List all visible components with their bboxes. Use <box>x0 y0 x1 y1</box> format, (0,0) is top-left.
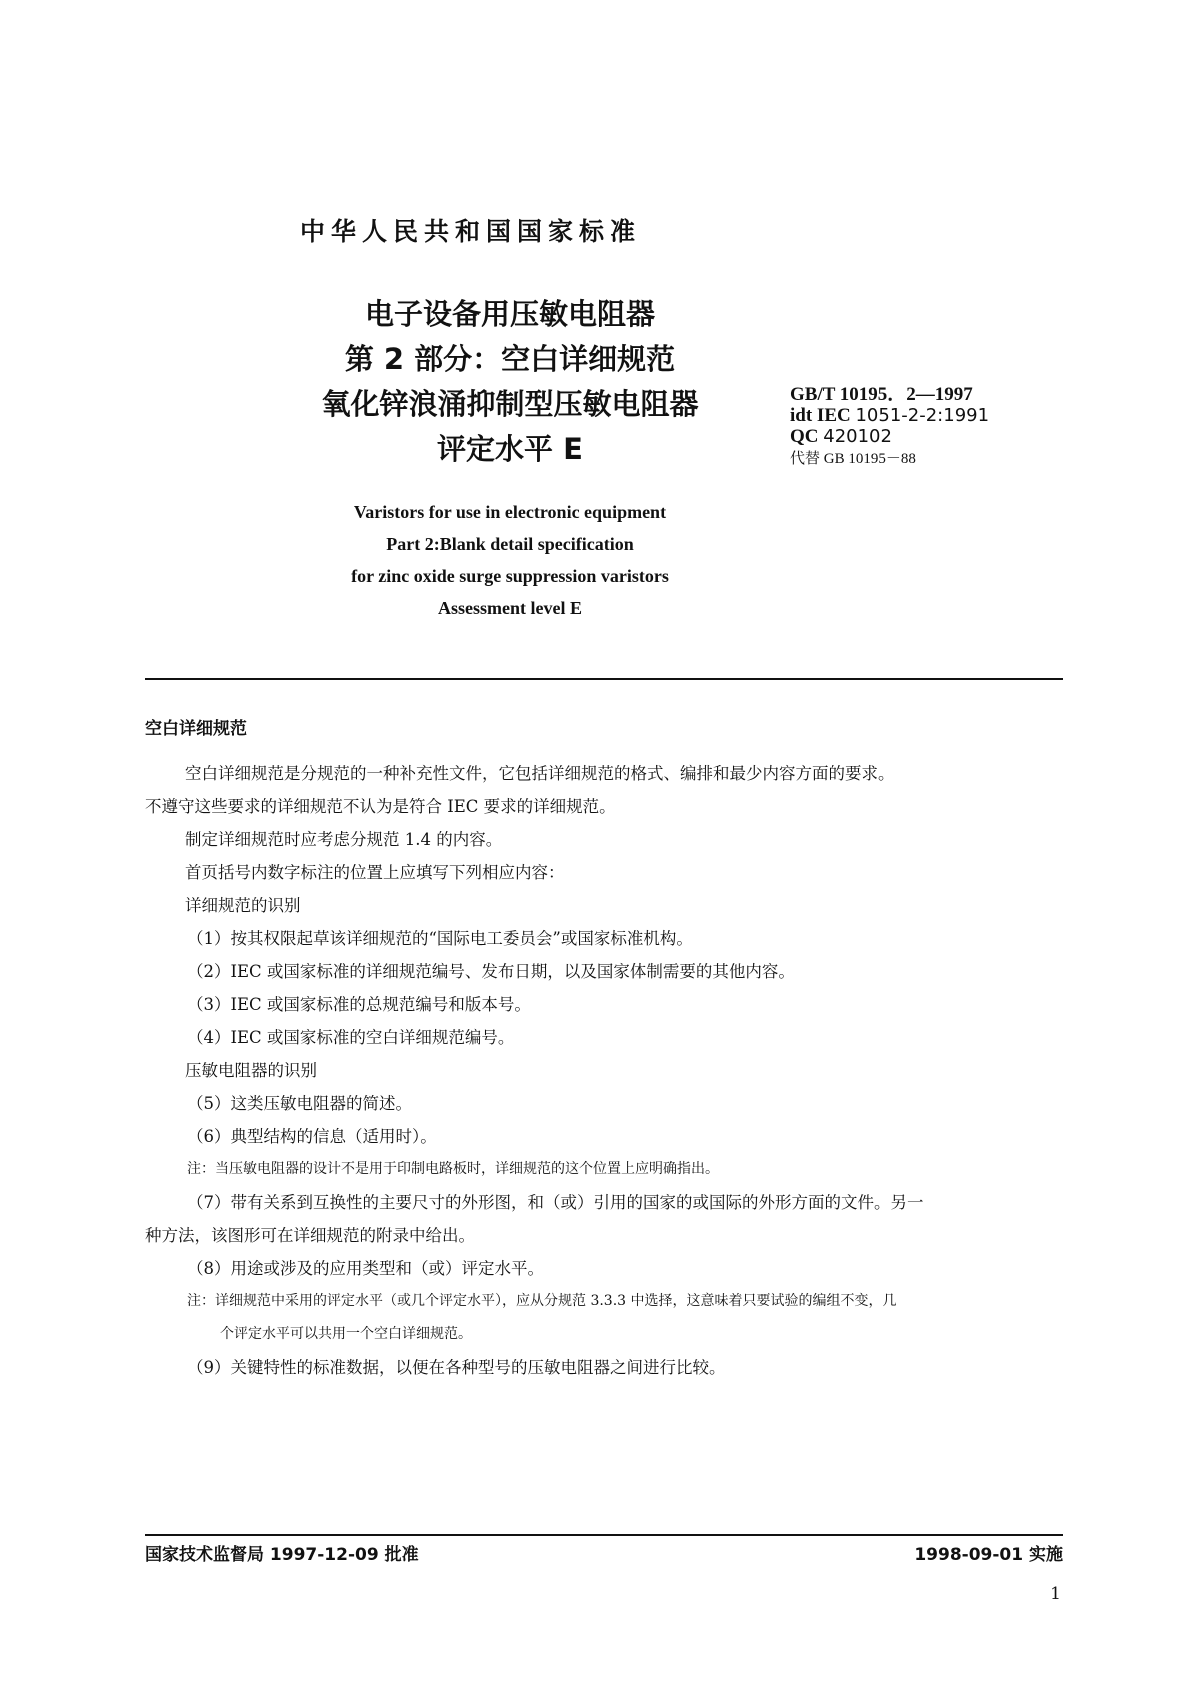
list-item-8: （8）用途或涉及的应用类型和（或）评定水平。 <box>187 1259 544 1278</box>
list-item-1: （1）按其权限起草该详细规范的“国际电工委员会”或国家标准机构。 <box>187 929 693 948</box>
iec-number <box>790 405 989 426</box>
chinese-title <box>290 292 730 472</box>
national-standard-header: 中华人民共和国国家标准 <box>300 217 642 246</box>
english-title-line-4: Assessment level E <box>438 598 582 618</box>
iec-prefix: idt IEC <box>790 405 851 426</box>
chinese-title-line-3: 氧化锌浪涌抑制型压敏电阻器 <box>321 387 699 421</box>
list-item-3: （3）IEC 或国家标准的总规范编号和版本号。 <box>187 995 531 1014</box>
english-title <box>290 496 730 624</box>
list-item-5: （5）这类压敏电阻器的简述。 <box>187 1094 412 1113</box>
paragraph-2: 制定详细规范时应考虑分规范 1.4 的内容。 <box>185 830 503 849</box>
standard-numbers <box>790 384 989 471</box>
list-item-9: （9）关键特性的标准数据，以便在各种型号的压敏电阻器之间进行比较。 <box>187 1358 726 1377</box>
english-title-line-1: Varistors for use in electronic equipment <box>353 502 667 522</box>
list-item-4: （4）IEC 或国家标准的空白详细规范编号。 <box>187 1028 515 1047</box>
body-text <box>145 757 1063 1384</box>
chinese-title-line-1: 电子设备用压敏电阻器 <box>364 297 655 331</box>
paragraph-3: 首页括号内数字标注的位置上应填写下列相应内容： <box>185 863 565 882</box>
list-item-2: （2）IEC 或国家标准的详细规范编号、发布日期，以及国家体制需要的其他内容。 <box>187 962 795 981</box>
footer-divider <box>145 1534 1063 1536</box>
chinese-title-line-2: 第 2 部分：空白详细规范 <box>344 342 676 376</box>
english-title-line-2: Part 2:Blank detail specification <box>386 534 634 554</box>
section-heading: 空白详细规范 <box>145 719 247 739</box>
subheading-detail-spec-identification: 详细规范的识别 <box>185 896 301 915</box>
list-item-7-line-2: 种方法，该图形可在详细规范的附录中给出。 <box>145 1226 475 1245</box>
qc-value: 420102 <box>823 426 892 447</box>
paragraph-1-line-1: 空白详细规范是分规范的一种补充性文件，它包括详细规范的格式、编排和最少内容方面的要求。 <box>185 764 895 783</box>
replaces-standard: 代替 GB 10195－88 <box>790 451 916 467</box>
list-item-7-line-1: （7）带有关系到互换性的主要尺寸的外形图，和（或）引用的国家的或国际的外形方面的文件。另一 <box>187 1193 924 1212</box>
note-1: 注：当压敏电阻器的设计不是用于印制电路板时，详细规范的这个位置上应明确指出。 <box>187 1161 719 1177</box>
qc-number <box>790 426 989 447</box>
qc-prefix: QC <box>790 426 819 447</box>
approval-date: 国家技术监督局 1997-12-09 批准 <box>145 1545 419 1565</box>
subheading-varistor-identification: 压敏电阻器的识别 <box>185 1061 317 1080</box>
iec-value: 1051-2-2:1991 <box>855 405 990 426</box>
paragraph-1-line-2: 不遵守这些要求的详细规范不认为是符合 IEC 要求的详细规范。 <box>145 797 616 816</box>
english-title-line-3: for zinc oxide surge suppression varistors <box>351 566 669 586</box>
list-item-6: （6）典型结构的信息（适用时）。 <box>187 1127 437 1146</box>
gb-number: GB/T 10195．2—1997 <box>790 384 973 405</box>
chinese-title-line-4: 评定水平 E <box>437 432 583 466</box>
implementation-date: 1998-09-01 实施 <box>914 1545 1063 1565</box>
note-2-line-2: 个评定水平可以共用一个空白详细规范。 <box>220 1326 472 1342</box>
page-number: 1 <box>1050 1584 1061 1604</box>
note-2-line-1: 注：详细规范中采用的评定水平（或几个评定水平），应从分规范 3.3.3 中选择，这意味着只要试验的编组不变，几 <box>187 1293 897 1309</box>
header-divider <box>145 678 1063 680</box>
